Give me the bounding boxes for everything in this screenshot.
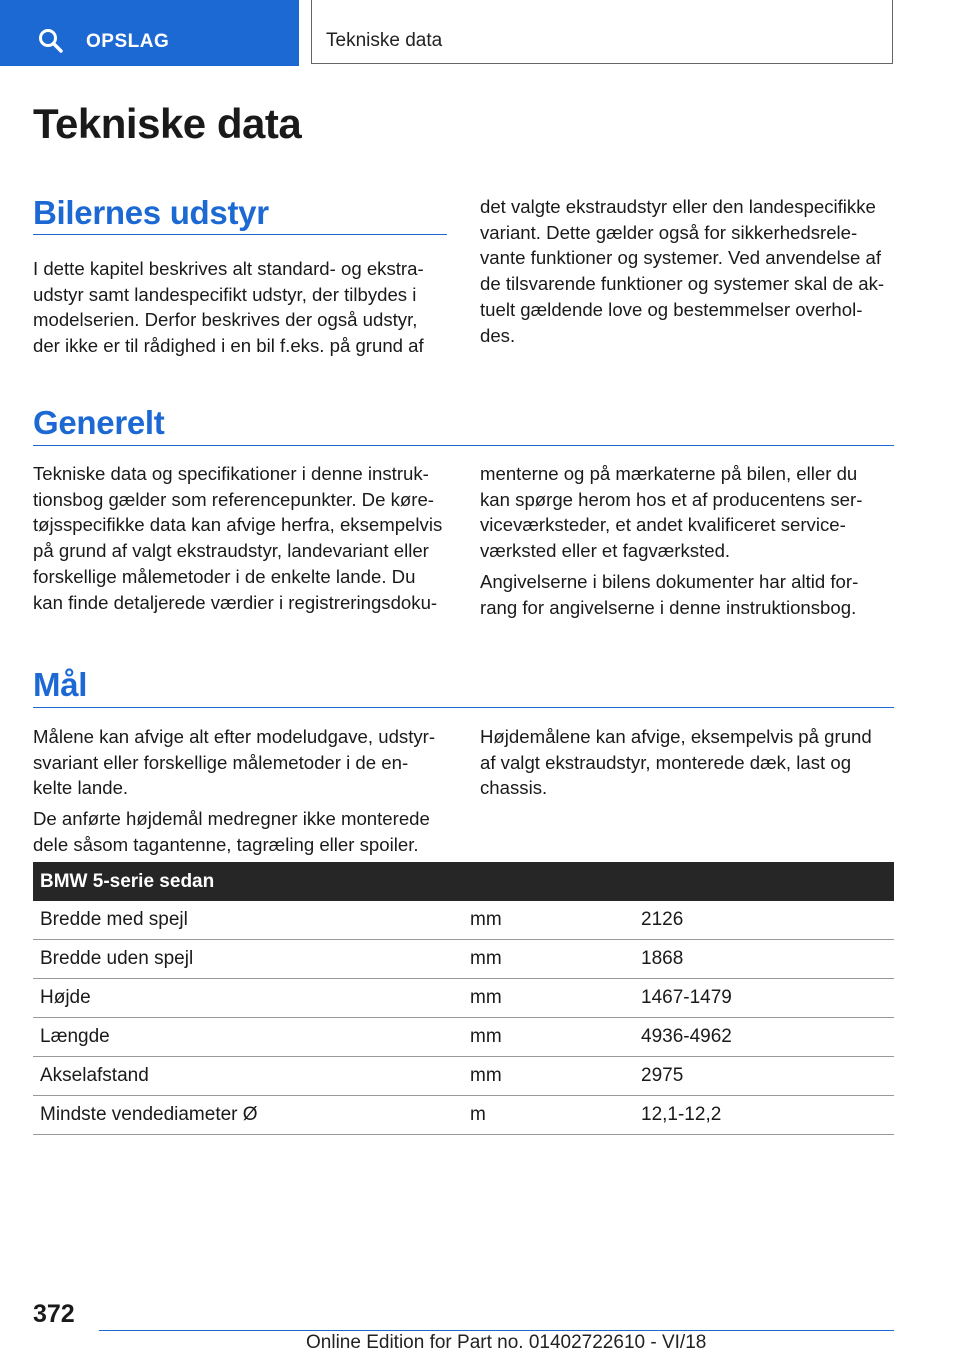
paragraph: I dette kapitel beskrives alt standard- og ekstra- udstyr samt landespecifikt udstyr, der tilbydes i modelserien. Derfor beskrives der også udstyr, der ikke er til rådighed i en bil f.eks. på grund af: [33, 258, 424, 357]
section-title-dimensions: Mål: [33, 666, 88, 703]
page-title: Tekniske data: [33, 100, 302, 147]
section-title-equipment: Bilernes udstyr: [33, 194, 269, 231]
page-number: 372: [33, 1300, 75, 1328]
table-cell-unit: m: [463, 1096, 634, 1135]
table-cell-value: 1868: [634, 940, 894, 979]
table-cell-label: Bredde med spejl: [33, 901, 463, 940]
paragraph: Angivelserne i bilens dokumenter har altid for- rang for angivelserne i denne instruktionsbog.: [480, 571, 859, 618]
table-cell-label: Mindste vendediameter Ø: [33, 1096, 463, 1135]
table-cell-unit: mm: [463, 940, 634, 979]
footer-rule: [99, 1330, 894, 1331]
table-cell-label: Højde: [33, 979, 463, 1018]
table-row: [33, 940, 894, 979]
table-cell-label: Bredde uden spejl: [33, 940, 463, 979]
table-cell-unit: mm: [463, 1018, 634, 1057]
breadcrumb-label: Tekniske data: [326, 30, 443, 51]
section-rule: [33, 445, 894, 446]
table-header-row: [33, 862, 894, 901]
paragraph: det valgte ekstraudstyr eller den landespecifikke variant. Dette gælder også for sikkerhedsrele- vante funktioner og systemer. Ved anvendelse af de tilsvarende funktioner og systemer skal de ak- tuelt gældende love og bestemmelser overhol- des.: [480, 196, 885, 346]
table-header: BMW 5-serie sedan: [33, 862, 894, 901]
table-row: [33, 901, 894, 940]
lookup-button[interactable]: [0, 0, 299, 66]
lookup-label: OPSLAG: [86, 31, 170, 52]
table-cell-value: 1467-1479: [634, 979, 894, 1018]
table-row: [33, 1018, 894, 1057]
search-icon: [38, 28, 64, 54]
table-cell-unit: mm: [463, 979, 634, 1018]
table-cell-value: 2126: [634, 901, 894, 940]
table-cell-value: 4936-4962: [634, 1018, 894, 1057]
breadcrumb[interactable]: [311, 0, 893, 64]
paragraph: menterne og på mærkaterne på bilen, eller du kan spørge herom hos et af producentens ser- viceværksteder, et andet kvalificeret service- værksted eller et fagværksted.: [480, 463, 863, 562]
table-cell-unit: mm: [463, 1057, 634, 1096]
paragraph: De anførte højdemål medregner ikke monterede dele såsom tagantenne, tagræling eller spoiler.: [33, 808, 430, 855]
table-row: [33, 979, 894, 1018]
table-row: [33, 1057, 894, 1096]
table-cell-label: Længde: [33, 1018, 463, 1057]
edition-label: Online Edition for Part no. 01402722610 - VI/18: [306, 1332, 707, 1353]
section-title-general: Generelt: [33, 404, 165, 441]
table-cell-unit: mm: [463, 901, 634, 940]
section-rule: [33, 707, 894, 708]
section-rule: [33, 234, 447, 235]
table-row: [33, 1096, 894, 1135]
dimensions-table: [33, 862, 894, 1135]
paragraph: Målene kan afvige alt efter modeludgave, udstyr- svariant eller forskellige målemetoder i de en- kelte lande.: [33, 726, 436, 799]
table-cell-value: 2975: [634, 1057, 894, 1096]
table-cell-label: Akselafstand: [33, 1057, 463, 1096]
paragraph: Højdemålene kan afvige, eksempelvis på grund af valgt ekstraudstyr, monterede dæk, last og chassis.: [480, 726, 872, 799]
top-bar: [0, 0, 960, 66]
table-cell-value: 12,1-12,2: [634, 1096, 894, 1135]
paragraph: Tekniske data og specifikationer i denne instruk- tionsbog gælder som referencepunkter. De køre- tøjsspecifikke data kan afvige herfra, eksempelvis på grund af valgt ekstraudstyr, landevariant eller forskellige målemetoder i de enkelte lande. Du kan finde detaljerede værdier i registreringsdoku-: [33, 463, 443, 613]
